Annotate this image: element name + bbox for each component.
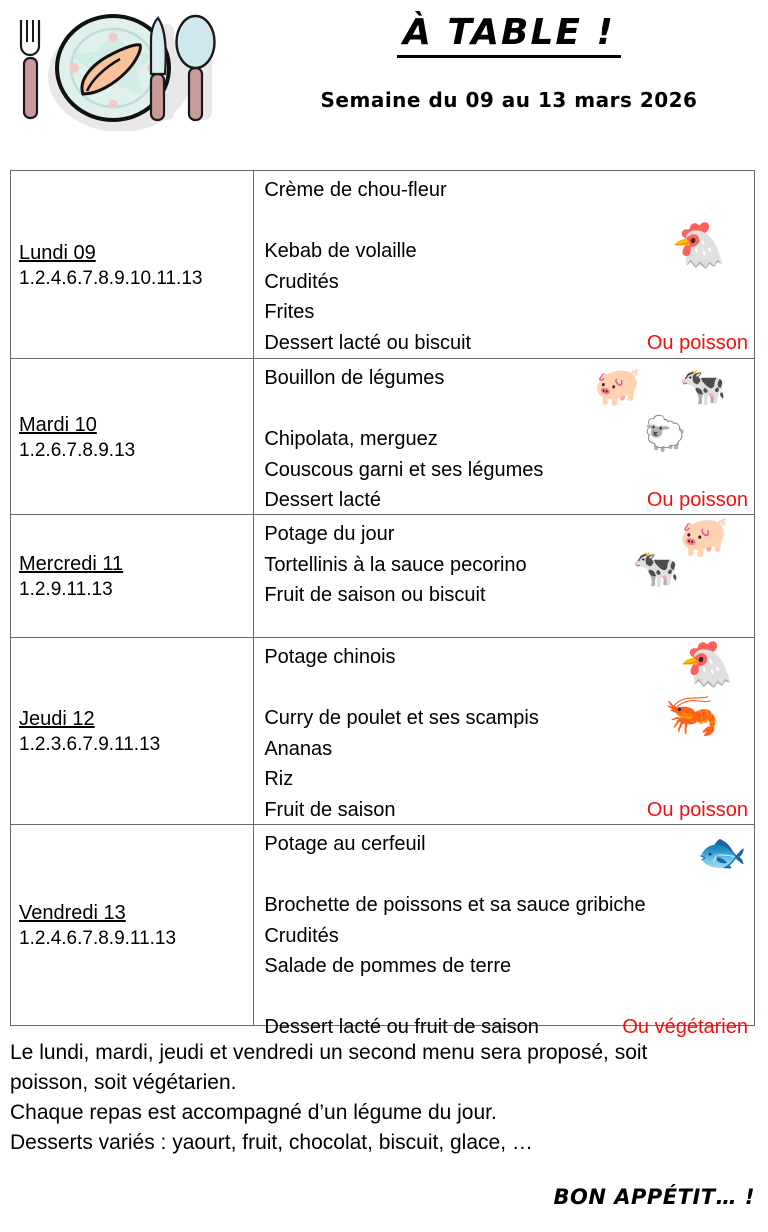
dish-line: Crudités	[264, 270, 339, 293]
day-cell	[11, 825, 254, 1026]
cow-icon: 🐄	[679, 364, 727, 408]
alternative-menu-note: Ou végétarien	[622, 1016, 748, 1038]
menu-cell	[254, 359, 755, 515]
dish-line: Fruit de saison	[264, 798, 396, 821]
menu-cell	[254, 171, 755, 359]
place-setting-illustration	[8, 6, 223, 131]
day-name: Mercredi 11	[19, 553, 124, 576]
dish-line: Riz	[264, 768, 294, 790]
dish-line: Tortellinis à la sauce pecorino	[264, 553, 527, 576]
dish-line: Salade de pommes de terre	[264, 955, 512, 977]
dish-line: Dessert lacté	[264, 489, 382, 511]
page-title: À TABLE !	[397, 14, 621, 58]
dish-line: Crudités	[264, 924, 339, 947]
note-line: Le lundi, mardi, jeudi et vendredi un second menu sera proposé, soit	[10, 1041, 648, 1064]
dish-line: Potage chinois	[264, 646, 396, 668]
bon-appetit-text: BON APPÉTIT… !	[553, 1185, 755, 1209]
dish-line: Crème de chou-fleur	[264, 179, 447, 201]
fork-icon	[21, 20, 39, 118]
day-cell	[11, 171, 254, 359]
dish-line: Potage du jour	[264, 523, 395, 545]
day-name: Lundi 09	[19, 241, 96, 264]
dish-line: Frites	[264, 301, 315, 323]
note-line: Desserts variés : yaourt, fruit, chocolat, biscuit, glace, …	[10, 1131, 533, 1154]
allergen-codes: 1.2.3.6.7.9.11.13	[19, 734, 161, 756]
table-row	[11, 638, 755, 825]
dish-line: Curry de poulet et ses scampis	[264, 707, 539, 729]
day-name: Jeudi 12	[19, 708, 95, 731]
note-line: poisson, soit végétarien.	[10, 1071, 237, 1094]
knife-icon	[151, 18, 166, 120]
page-header	[0, 0, 768, 160]
note-line: Chaque repas est accompagné d’un légume du jour.	[10, 1101, 497, 1124]
allergen-codes: 1.2.6.7.8.9.13	[19, 439, 136, 461]
chicken-icon: 🐔	[679, 639, 735, 690]
dish-line: Brochette de poissons et sa sauce gribiche	[264, 894, 646, 916]
day-name: Mardi 10	[19, 413, 97, 436]
alternative-menu-note: Ou poisson	[646, 798, 748, 821]
table-row	[11, 825, 755, 1026]
pig-icon: 🐖	[679, 514, 730, 560]
table-row	[11, 171, 755, 359]
table-row	[11, 359, 755, 515]
chicken-icon: 🐔	[671, 220, 727, 271]
dish-line: Potage au cerfeuil	[264, 833, 426, 855]
table-row	[11, 515, 755, 638]
allergen-codes: 1.2.9.11.13	[19, 579, 113, 601]
alternative-menu-note: Ou poisson	[646, 331, 748, 354]
dish-line: Ananas	[264, 737, 333, 760]
day-cell	[11, 515, 254, 638]
week-subtitle: Semaine du 09 au 13 mars 2026	[320, 87, 698, 112]
dish-line: Bouillon de légumes	[264, 367, 445, 389]
dish-line: Dessert lacté ou biscuit	[264, 331, 472, 354]
menu-cell	[254, 515, 755, 638]
day-cell	[11, 359, 254, 515]
menu-cell	[254, 825, 755, 1038]
menu-table-body	[11, 171, 755, 1038]
title-block	[250, 0, 768, 112]
weekly-menu-table	[10, 170, 755, 1038]
sheep-icon: 🐑	[644, 414, 687, 454]
dish-line: Chipolata, merguez	[264, 428, 438, 450]
shrimp-icon: 🦐	[664, 690, 720, 741]
dish-spacer	[264, 860, 748, 891]
day-cell	[11, 638, 254, 825]
menu-cell	[254, 638, 755, 825]
alternative-menu-note: Ou poisson	[646, 489, 748, 511]
dish-spacer	[264, 982, 748, 1013]
fish-icon: 🐟	[697, 830, 748, 876]
dish-line: Kebab de volaille	[264, 240, 417, 262]
dish-line: Fruit de saison ou biscuit	[264, 584, 486, 606]
footer-notes	[10, 1038, 758, 1158]
pig-icon: 🐖	[594, 364, 642, 408]
allergen-codes: 1.2.4.6.7.8.9.10.11.13	[19, 267, 203, 289]
dish-line: Couscous garni et ses légumes	[264, 458, 544, 481]
allergen-codes: 1.2.4.6.7.8.9.11.13	[19, 928, 177, 950]
cow-icon: 🐄	[632, 546, 680, 590]
dish-line: Dessert lacté ou fruit de saison	[264, 1016, 539, 1038]
day-name: Vendredi 13	[19, 902, 126, 925]
